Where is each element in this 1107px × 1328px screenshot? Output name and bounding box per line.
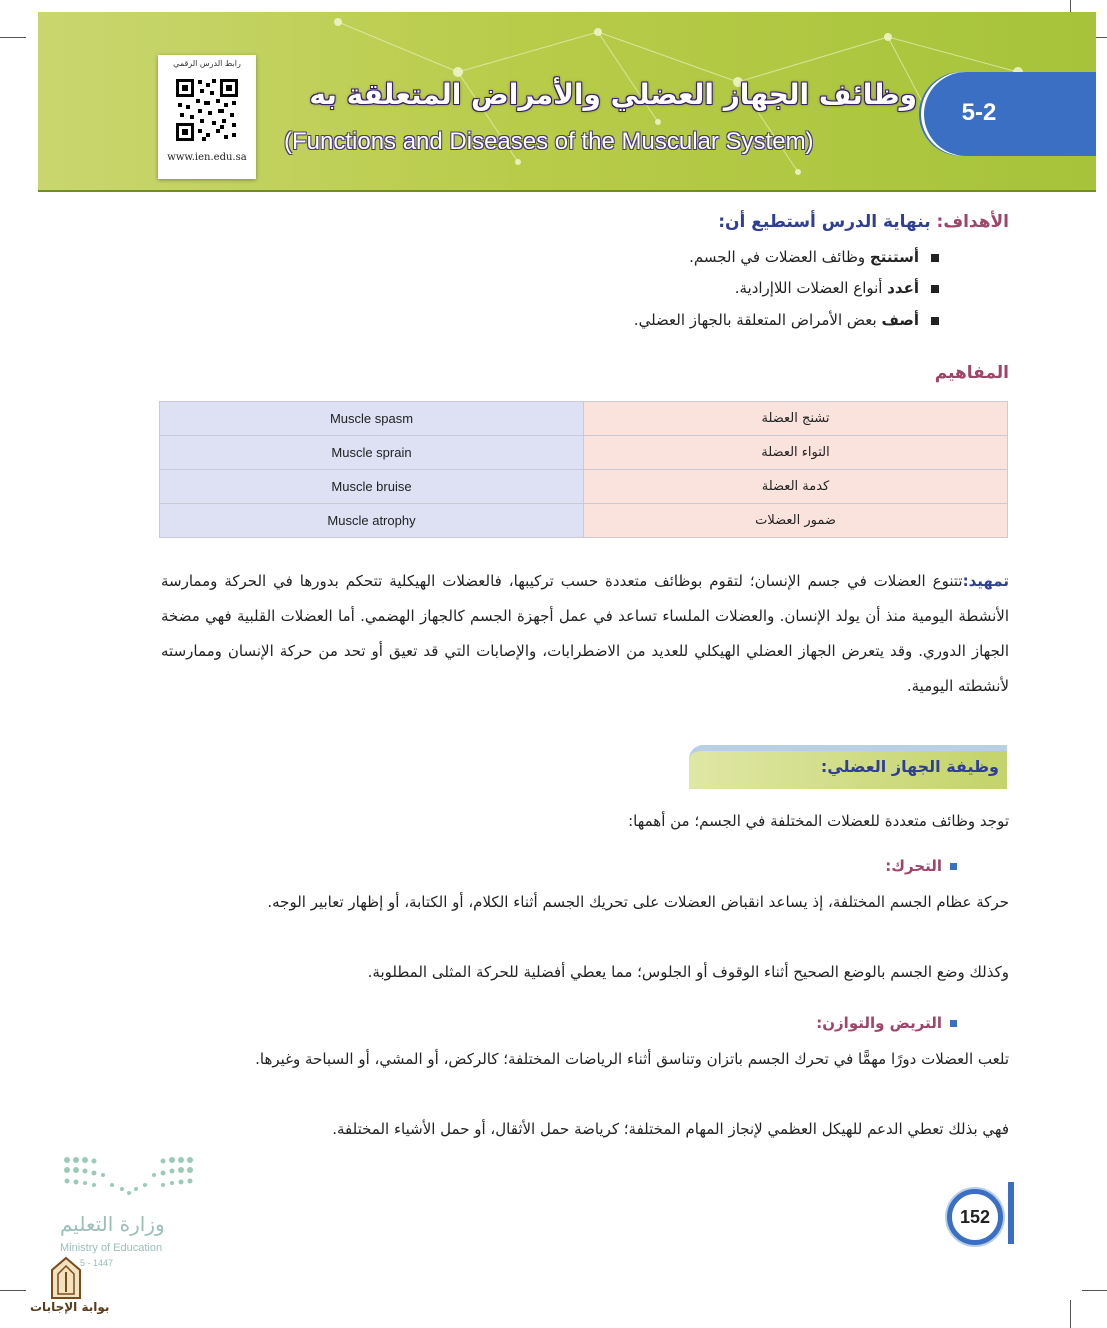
bullet-icon: [931, 254, 939, 262]
intro-text: تتنوع العضلات في جسم الإنسان؛ لتقوم بوظائف متعددة حسب تركيبها، فالعضلات الهيكلية تتحكم بدورها في الحركة وممارسة الأنشطة اليومية منذ أن يولد الإنسان. والعضلات الملساء تساعد في عمل أجهزة الجسم كالجهاز الهضمي. أما العضلات القلبية فهي مضخة الجهاز الدوري. وقد يتعرض الجهاز العضلي الهيكلي للعديد من الاضطرابات، والإصابات التي قد تعيق أو تحد من حركة الإنسان وممارسته لأنشطته اليومية.: [161, 572, 1009, 695]
concept-ar: كدمة العضلة: [584, 470, 1008, 504]
objective-verb: أستنتج: [869, 248, 919, 266]
subheading-text: التحرك:: [885, 857, 942, 875]
objectives-intro: بنهاية الدرس أستطيع أن:: [718, 212, 931, 232]
movement-paragraph-1: حركة عظام الجسم المختلفة، إذ يساعد انقباض العضلات على تحريك الجسم أثناء الكلام، أو الكتابة، أو إظهار تعابير الوجه.: [267, 893, 1009, 911]
square-bullet-icon: [950, 863, 957, 870]
objectives-label: الأهداف:: [936, 212, 1009, 232]
balance-paragraph-2: فهي بذلك تعطي الدعم للهيكل العظمي لإنجاز المهام المختلفة؛ كرياضة حمل الأثقال، أو حمل الأشياء المختلفة.: [332, 1120, 1009, 1138]
ministry-logo-icon: [62, 1155, 196, 1197]
intro-paragraph: [161, 564, 1009, 704]
bullet-icon: [931, 285, 939, 293]
objectives-heading: [718, 212, 1009, 232]
ministry-year: 5 - 1447: [80, 1258, 114, 1268]
crop-mark: [1070, 1300, 1071, 1328]
section-title: وظيفة الجهاز العضلي:: [820, 757, 999, 776]
lesson-title-ar: وظائف الجهاز العضلي والأمراض المتعلقة به: [309, 78, 917, 111]
section-title-bar: [689, 745, 1007, 789]
subheading-text: التريض والتوازن:: [816, 1014, 942, 1032]
qr-code-icon[interactable]: [174, 77, 240, 143]
qr-url[interactable]: www.ien.edu.sa: [167, 152, 247, 163]
subheading-movement: [885, 857, 957, 875]
subheading-balance: [816, 1014, 957, 1032]
objective-text: بعض الأمراض المتعلقة بالجهاز العضلي.: [633, 311, 877, 329]
movement-paragraph-2: وكذلك وضع الجسم بالوضع الصحيح أثناء الوقوف أو الجلوس؛ مما يعطي أفضلية للحركة المثلى المطلوبة.: [367, 963, 1009, 981]
qr-card[interactable]: [158, 55, 256, 179]
square-bullet-icon: [950, 1020, 957, 1027]
section-intro: توجد وظائف متعددة للعضلات المختلفة في الجسم؛ من أهمها:: [628, 812, 1009, 830]
crop-mark: [1082, 1290, 1107, 1291]
concept-en: Muscle spasm: [160, 402, 584, 436]
objective-item: [735, 279, 939, 297]
objective-text: وظائف العضلات في الجسم.: [689, 248, 866, 266]
objective-verb: أصف: [881, 311, 919, 329]
ministry-name-ar: وزارة التعليم: [60, 1212, 165, 1236]
ministry-name-en: Ministry of Education: [60, 1242, 163, 1254]
crop-mark: [0, 1290, 26, 1291]
concept-ar: التواء العضلة: [584, 436, 1008, 470]
concept-en: Muscle bruise: [160, 470, 584, 504]
table-row: [160, 504, 1008, 538]
objective-item: [634, 311, 939, 329]
portal-logo-icon: [46, 1256, 86, 1300]
objective-verb: أعدد: [887, 279, 919, 297]
lesson-title-en: (Functions and Diseases of the Muscular System): [284, 128, 814, 155]
table-row: [160, 436, 1008, 470]
qr-label: رابط الدرس الرقمي: [173, 59, 241, 68]
objective-text: أنواع العضلات اللاإرادية.: [734, 279, 883, 297]
concept-en: Muscle atrophy: [160, 504, 584, 538]
page-number-bar: [1008, 1182, 1014, 1244]
concepts-heading: المفاهيم: [934, 363, 1009, 383]
lesson-number: 5-2: [961, 99, 997, 126]
table-row: [160, 402, 1008, 436]
table-row: [160, 470, 1008, 504]
page-number: 152: [947, 1189, 1003, 1245]
concept-ar: تشنج العضلة: [584, 402, 1008, 436]
intro-lead: تمهيد:: [962, 572, 1009, 590]
bullet-icon: [931, 317, 939, 325]
objective-item: [689, 248, 939, 266]
concept-en: Muscle sprain: [160, 436, 584, 470]
crop-mark: [0, 37, 26, 38]
concepts-table: [159, 401, 1008, 538]
balance-paragraph-1: تلعب العضلات دورًا مهمًّا في تحرك الجسم باتزان وتناسق أثناء الرياضات المختلفة؛ كالركض، أو المشي، أو السباحة وغيرها.: [255, 1050, 1009, 1068]
portal-name: بوابة الإجابات: [30, 1300, 110, 1314]
lesson-number-tab: [924, 72, 1096, 156]
concept-ar: ضمور العضلات: [584, 504, 1008, 538]
